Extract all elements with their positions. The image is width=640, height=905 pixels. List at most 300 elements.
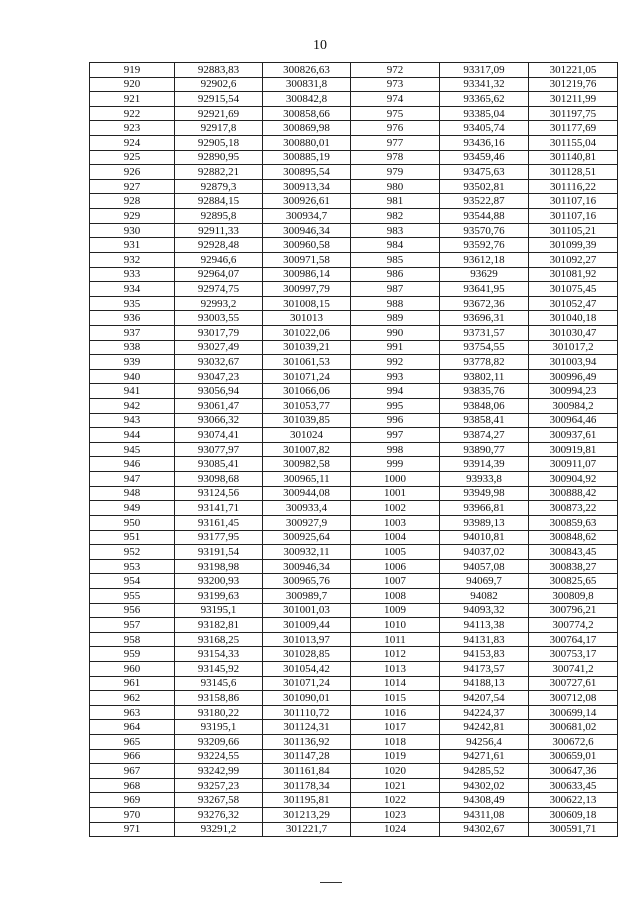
table-cell-x-coordinate: 92928,48 [175,238,263,253]
table-cell-point-number: 996 [351,413,440,428]
table-cell-point-number: 1007 [351,574,440,589]
table-cell-y-coordinate: 301081,92 [529,267,618,282]
table-cell-y-coordinate: 301221,7 [263,822,351,837]
table-cell-point-number: 1011 [351,632,440,647]
table-cell-point-number: 1006 [351,559,440,574]
table-cell-y-coordinate: 300925,64 [263,530,351,545]
table-cell-x-coordinate: 93874,27 [440,428,529,443]
table-cell-y-coordinate: 301024 [263,428,351,443]
table-row [90,808,618,823]
table-cell-x-coordinate: 94113,38 [440,618,529,633]
table-cell-y-coordinate: 300937,61 [529,428,618,443]
table-cell-x-coordinate: 94285,52 [440,764,529,779]
table-cell-point-number: 1005 [351,545,440,560]
table-cell-point-number: 977 [351,136,440,151]
table-cell-x-coordinate: 93966,81 [440,501,529,516]
table-cell-x-coordinate: 93161,45 [175,515,263,530]
table-cell-y-coordinate: 301099,39 [529,238,618,253]
table-row [90,632,618,647]
table-cell-x-coordinate: 93502,81 [440,179,529,194]
table-cell-point-number: 921 [90,92,175,107]
table-cell-y-coordinate: 300826,63 [263,63,351,78]
table-cell-x-coordinate: 93182,81 [175,618,263,633]
table-cell-y-coordinate: 300946,34 [263,559,351,574]
table-cell-y-coordinate: 301075,45 [529,282,618,297]
table-row [90,545,618,560]
table-cell-point-number: 946 [90,457,175,472]
table-cell-x-coordinate: 92964,07 [175,267,263,282]
table-cell-y-coordinate: 300926,61 [263,194,351,209]
table-cell-y-coordinate: 301028,85 [263,647,351,662]
table-cell-point-number: 933 [90,267,175,282]
table-cell-y-coordinate: 300727,61 [529,676,618,691]
table-cell-x-coordinate: 93195,1 [175,603,263,618]
table-cell-point-number: 1019 [351,749,440,764]
table-cell-point-number: 1016 [351,705,440,720]
table-row [90,209,618,224]
table-cell-x-coordinate: 93949,98 [440,486,529,501]
table-cell-point-number: 971 [90,822,175,837]
table-cell-x-coordinate: 93914,39 [440,457,529,472]
table-cell-x-coordinate: 93365,62 [440,92,529,107]
table-cell-y-coordinate: 300753,17 [529,647,618,662]
table-cell-x-coordinate: 93754,55 [440,340,529,355]
table-cell-point-number: 1010 [351,618,440,633]
table-cell-x-coordinate: 94173,57 [440,661,529,676]
table-cell-x-coordinate: 92921,69 [175,106,263,121]
table-cell-x-coordinate: 93145,6 [175,676,263,691]
table-cell-point-number: 1008 [351,588,440,603]
table-cell-y-coordinate: 301221,05 [529,63,618,78]
table-cell-point-number: 992 [351,355,440,370]
table-cell-point-number: 1015 [351,691,440,706]
table-cell-x-coordinate: 93066,32 [175,413,263,428]
table-row [90,501,618,516]
table-cell-x-coordinate: 94131,83 [440,632,529,647]
table-cell-point-number: 981 [351,194,440,209]
table-cell-point-number: 976 [351,121,440,136]
table-cell-y-coordinate: 300796,21 [529,603,618,618]
table-cell-x-coordinate: 94010,81 [440,530,529,545]
table-cell-y-coordinate: 300858,66 [263,106,351,121]
table-cell-point-number: 924 [90,136,175,151]
table-cell-x-coordinate: 94207,54 [440,691,529,706]
table-row [90,676,618,691]
table-cell-x-coordinate: 93341,32 [440,77,529,92]
table-cell-y-coordinate: 300965,76 [263,574,351,589]
table-cell-point-number: 934 [90,282,175,297]
table-cell-point-number: 963 [90,705,175,720]
table-cell-x-coordinate: 93405,74 [440,121,529,136]
table-cell-point-number: 962 [90,691,175,706]
table-cell-y-coordinate: 301213,29 [263,808,351,823]
table-cell-x-coordinate: 92946,6 [175,252,263,267]
table-cell-x-coordinate: 92883,83 [175,63,263,78]
table-cell-point-number: 967 [90,764,175,779]
table-cell-y-coordinate: 300622,13 [529,793,618,808]
table-cell-point-number: 959 [90,647,175,662]
table-cell-y-coordinate: 300919,81 [529,442,618,457]
table-cell-x-coordinate: 93032,67 [175,355,263,370]
table-cell-y-coordinate: 300960,58 [263,238,351,253]
table-cell-y-coordinate: 301039,85 [263,413,351,428]
table-row [90,778,618,793]
table-row [90,194,618,209]
table-cell-point-number: 927 [90,179,175,194]
table-row [90,705,618,720]
table-row [90,442,618,457]
table-cell-y-coordinate: 300843,45 [529,545,618,560]
table-row [90,311,618,326]
table-cell-y-coordinate: 300633,45 [529,778,618,793]
table-row [90,588,618,603]
table-cell-y-coordinate: 300989,7 [263,588,351,603]
table-row [90,179,618,194]
table-row [90,618,618,633]
table-cell-point-number: 943 [90,413,175,428]
table-row [90,106,618,121]
table-cell-y-coordinate: 300971,58 [263,252,351,267]
table-cell-y-coordinate: 301177,69 [529,121,618,136]
table-cell-x-coordinate: 93570,76 [440,223,529,238]
table-cell-y-coordinate: 301110,72 [263,705,351,720]
table-cell-x-coordinate: 93276,32 [175,808,263,823]
table-row [90,530,618,545]
table-cell-x-coordinate: 92974,75 [175,282,263,297]
table-cell-y-coordinate: 301003,94 [529,355,618,370]
table-cell-y-coordinate: 300986,14 [263,267,351,282]
table-cell-x-coordinate: 92890,95 [175,150,263,165]
table-cell-x-coordinate: 94256,4 [440,735,529,750]
table-cell-point-number: 995 [351,399,440,414]
table-cell-x-coordinate: 93074,41 [175,428,263,443]
table-cell-point-number: 940 [90,369,175,384]
table-cell-x-coordinate: 93177,95 [175,530,263,545]
table-cell-point-number: 974 [351,92,440,107]
table-row [90,764,618,779]
table-cell-y-coordinate: 301195,81 [263,793,351,808]
table-cell-x-coordinate: 92895,8 [175,209,263,224]
table-cell-x-coordinate: 94302,67 [440,822,529,837]
table-cell-point-number: 975 [351,106,440,121]
table-cell-point-number: 931 [90,238,175,253]
table-cell-y-coordinate: 301001,03 [263,603,351,618]
table-row [90,63,618,78]
table-cell-x-coordinate: 93475,63 [440,165,529,180]
table-cell-y-coordinate: 301128,51 [529,165,618,180]
table-cell-y-coordinate: 301211,99 [529,92,618,107]
table-cell-x-coordinate: 92905,18 [175,136,263,151]
table-cell-point-number: 960 [90,661,175,676]
table-cell-point-number: 966 [90,749,175,764]
table-row [90,384,618,399]
table-cell-y-coordinate: 301178,34 [263,778,351,793]
table-cell-x-coordinate: 93522,87 [440,194,529,209]
table-cell-y-coordinate: 300913,34 [263,179,351,194]
table-row [90,735,618,750]
table-cell-x-coordinate: 93198,98 [175,559,263,574]
table-cell-point-number: 932 [90,252,175,267]
table-row [90,325,618,340]
table-cell-y-coordinate: 300885,19 [263,150,351,165]
table-cell-point-number: 948 [90,486,175,501]
table-cell-y-coordinate: 300964,46 [529,413,618,428]
table-cell-y-coordinate: 301040,18 [529,311,618,326]
table-cell-x-coordinate: 93061,47 [175,399,263,414]
table-cell-x-coordinate: 93317,09 [440,63,529,78]
table-cell-x-coordinate: 94271,61 [440,749,529,764]
table-cell-y-coordinate: 300591,71 [529,822,618,837]
table-cell-point-number: 925 [90,150,175,165]
table-cell-point-number: 957 [90,618,175,633]
table-cell-point-number: 938 [90,340,175,355]
table-cell-point-number: 1023 [351,808,440,823]
table-row [90,136,618,151]
table-cell-y-coordinate: 300873,22 [529,501,618,516]
table-cell-y-coordinate: 300659,01 [529,749,618,764]
table-cell-point-number: 1009 [351,603,440,618]
table-cell-point-number: 965 [90,735,175,750]
table-row [90,355,618,370]
table-cell-x-coordinate: 94311,08 [440,808,529,823]
table-cell-y-coordinate: 301061,53 [263,355,351,370]
table-row [90,720,618,735]
table-cell-x-coordinate: 93592,76 [440,238,529,253]
table-cell-x-coordinate: 93154,33 [175,647,263,662]
table-cell-point-number: 991 [351,340,440,355]
table-cell-point-number: 989 [351,311,440,326]
table-cell-point-number: 928 [90,194,175,209]
table-cell-y-coordinate: 301066,06 [263,384,351,399]
table-row [90,282,618,297]
table-cell-point-number: 1020 [351,764,440,779]
table-cell-x-coordinate: 94057,08 [440,559,529,574]
table-row [90,472,618,487]
table-cell-point-number: 935 [90,296,175,311]
table-cell-y-coordinate: 300927,9 [263,515,351,530]
table-cell-y-coordinate: 300842,8 [263,92,351,107]
table-cell-y-coordinate: 300932,11 [263,545,351,560]
table-cell-y-coordinate: 300934,7 [263,209,351,224]
table-row [90,150,618,165]
table-cell-point-number: 951 [90,530,175,545]
table-cell-x-coordinate: 93385,04 [440,106,529,121]
table-cell-point-number: 983 [351,223,440,238]
table-cell-y-coordinate: 301008,15 [263,296,351,311]
table-cell-point-number: 972 [351,63,440,78]
table-cell-x-coordinate: 93047,23 [175,369,263,384]
table-cell-x-coordinate: 92993,2 [175,296,263,311]
table-cell-point-number: 1022 [351,793,440,808]
table-cell-y-coordinate: 300699,14 [529,705,618,720]
table-cell-y-coordinate: 301071,24 [263,676,351,691]
table-cell-point-number: 950 [90,515,175,530]
table-cell-point-number: 1004 [351,530,440,545]
table-cell-y-coordinate: 301124,31 [263,720,351,735]
table-cell-point-number: 1021 [351,778,440,793]
table-cell-x-coordinate: 93209,66 [175,735,263,750]
table-cell-y-coordinate: 301140,81 [529,150,618,165]
table-cell-y-coordinate: 300838,27 [529,559,618,574]
table-cell-y-coordinate: 301071,24 [263,369,351,384]
table-cell-y-coordinate: 300994,23 [529,384,618,399]
table-cell-point-number: 990 [351,325,440,340]
table-cell-x-coordinate: 94188,13 [440,676,529,691]
table-cell-point-number: 947 [90,472,175,487]
table-row [90,574,618,589]
table-cell-y-coordinate: 300997,79 [263,282,351,297]
table-row [90,603,618,618]
table-cell-x-coordinate: 93145,92 [175,661,263,676]
table-cell-x-coordinate: 93168,25 [175,632,263,647]
table-cell-y-coordinate: 300946,34 [263,223,351,238]
table-cell-y-coordinate: 301007,82 [263,442,351,457]
table-cell-y-coordinate: 301009,44 [263,618,351,633]
table-cell-point-number: 954 [90,574,175,589]
table-row [90,267,618,282]
table-cell-point-number: 944 [90,428,175,443]
table-cell-point-number: 955 [90,588,175,603]
table-row [90,399,618,414]
table-cell-y-coordinate: 301107,16 [529,194,618,209]
table-cell-y-coordinate: 300888,42 [529,486,618,501]
table-cell-x-coordinate: 93180,22 [175,705,263,720]
table-cell-x-coordinate: 92882,21 [175,165,263,180]
table-cell-point-number: 987 [351,282,440,297]
table-cell-point-number: 982 [351,209,440,224]
table-cell-point-number: 993 [351,369,440,384]
table-row [90,223,618,238]
table-cell-y-coordinate: 300984,2 [529,399,618,414]
table-cell-point-number: 986 [351,267,440,282]
table-cell-x-coordinate: 92879,3 [175,179,263,194]
table-cell-y-coordinate: 301136,92 [263,735,351,750]
table-cell-point-number: 979 [351,165,440,180]
coordinates-table [89,62,618,837]
table-cell-x-coordinate: 93017,79 [175,325,263,340]
table-cell-point-number: 929 [90,209,175,224]
table-cell-x-coordinate: 94093,32 [440,603,529,618]
table-cell-y-coordinate: 300809,8 [529,588,618,603]
table-cell-x-coordinate: 92911,33 [175,223,263,238]
table-row [90,822,618,837]
table-cell-point-number: 945 [90,442,175,457]
table-cell-y-coordinate: 300825,65 [529,574,618,589]
table-cell-y-coordinate: 300996,49 [529,369,618,384]
table-cell-y-coordinate: 300965,11 [263,472,351,487]
page-number: 10 [313,38,327,53]
table-cell-point-number: 922 [90,106,175,121]
table-cell-x-coordinate: 93436,16 [440,136,529,151]
table-cell-x-coordinate: 93629 [440,267,529,282]
table-cell-point-number: 1002 [351,501,440,516]
table-cell-point-number: 926 [90,165,175,180]
coordinates-table-body [90,63,618,837]
table-row [90,428,618,443]
table-row [90,647,618,662]
table-cell-point-number: 1000 [351,472,440,487]
table-cell-y-coordinate: 301090,01 [263,691,351,706]
table-cell-point-number: 956 [90,603,175,618]
table-cell-x-coordinate: 92915,54 [175,92,263,107]
table-cell-x-coordinate: 93641,95 [440,282,529,297]
table-cell-point-number: 985 [351,252,440,267]
table-cell-point-number: 1003 [351,515,440,530]
table-cell-point-number: 1017 [351,720,440,735]
table-row [90,92,618,107]
table-cell-point-number: 978 [351,150,440,165]
table-cell-y-coordinate: 301017,2 [529,340,618,355]
table-row [90,252,618,267]
table-cell-y-coordinate: 301052,47 [529,296,618,311]
table-cell-x-coordinate: 93098,68 [175,472,263,487]
table-cell-point-number: 949 [90,501,175,516]
table-cell-point-number: 1014 [351,676,440,691]
table-cell-x-coordinate: 93544,88 [440,209,529,224]
table-cell-y-coordinate: 300911,07 [529,457,618,472]
table-cell-x-coordinate: 93191,54 [175,545,263,560]
table-cell-x-coordinate: 93858,41 [440,413,529,428]
table-cell-y-coordinate: 300848,62 [529,530,618,545]
table-cell-x-coordinate: 93459,46 [440,150,529,165]
table-cell-x-coordinate: 92917,8 [175,121,263,136]
table-cell-x-coordinate: 93890,77 [440,442,529,457]
table-cell-x-coordinate: 93124,56 [175,486,263,501]
table-cell-x-coordinate: 93224,55 [175,749,263,764]
table-row [90,77,618,92]
table-row [90,515,618,530]
table-cell-y-coordinate: 301219,76 [529,77,618,92]
table-cell-x-coordinate: 93195,1 [175,720,263,735]
table-cell-x-coordinate: 93242,99 [175,764,263,779]
table-cell-x-coordinate: 94224,37 [440,705,529,720]
table-cell-point-number: 920 [90,77,175,92]
table-cell-x-coordinate: 93267,58 [175,793,263,808]
table-cell-y-coordinate: 300944,08 [263,486,351,501]
table-cell-point-number: 1012 [351,647,440,662]
table-cell-y-coordinate: 300774,2 [529,618,618,633]
table-cell-y-coordinate: 300764,17 [529,632,618,647]
table-cell-x-coordinate: 93027,49 [175,340,263,355]
table-cell-x-coordinate: 93199,63 [175,588,263,603]
table-cell-x-coordinate: 93672,36 [440,296,529,311]
table-cell-x-coordinate: 93200,93 [175,574,263,589]
table-cell-y-coordinate: 300904,92 [529,472,618,487]
table-cell-point-number: 1013 [351,661,440,676]
table-cell-y-coordinate: 300859,63 [529,515,618,530]
table-cell-point-number: 970 [90,808,175,823]
table-row [90,238,618,253]
table-cell-point-number: 952 [90,545,175,560]
table-row [90,793,618,808]
table-row [90,559,618,574]
table-cell-x-coordinate: 94308,49 [440,793,529,808]
table-cell-point-number: 980 [351,179,440,194]
table-cell-point-number: 973 [351,77,440,92]
table-cell-point-number: 968 [90,778,175,793]
table-cell-x-coordinate: 93291,2 [175,822,263,837]
table-row [90,121,618,136]
table-cell-x-coordinate: 94069,7 [440,574,529,589]
table-cell-point-number: 923 [90,121,175,136]
table-cell-x-coordinate: 92884,15 [175,194,263,209]
table-cell-point-number: 999 [351,457,440,472]
table-cell-y-coordinate: 300982,58 [263,457,351,472]
table-cell-x-coordinate: 92902,6 [175,77,263,92]
table-cell-point-number: 958 [90,632,175,647]
table-cell-point-number: 942 [90,399,175,414]
table-cell-y-coordinate: 301030,47 [529,325,618,340]
